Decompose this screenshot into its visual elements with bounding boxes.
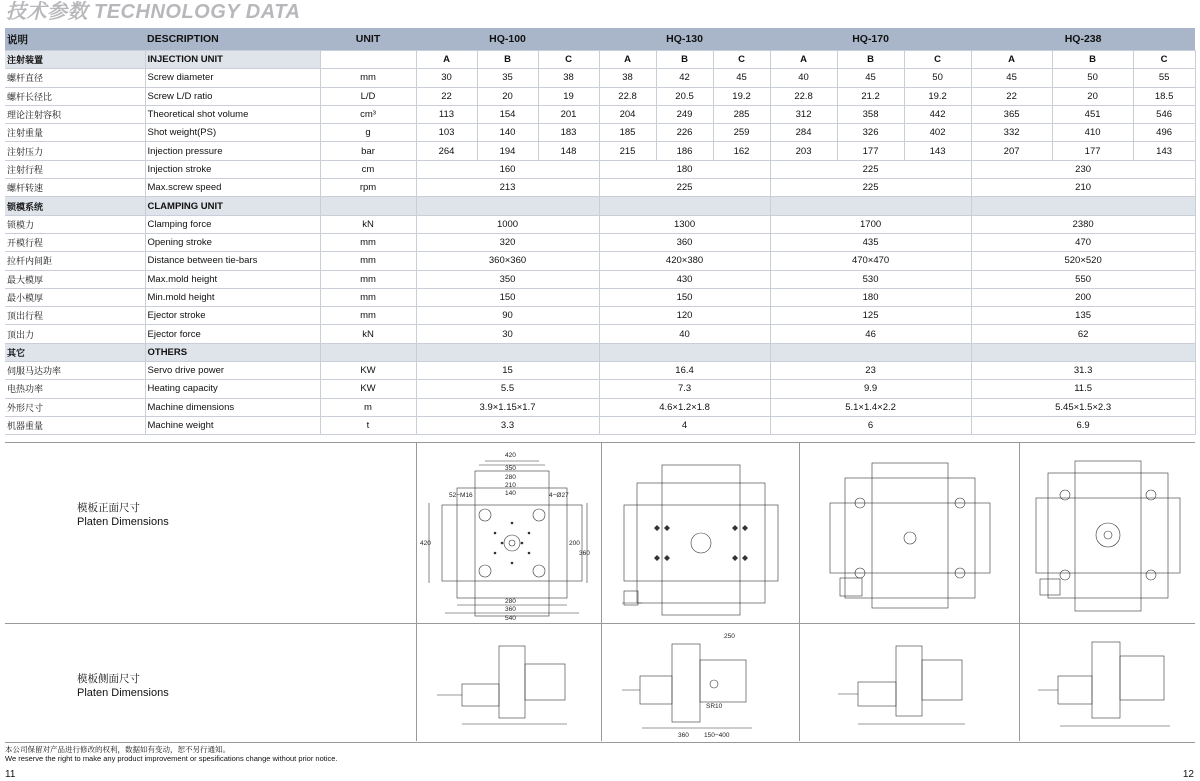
injection-row	[5, 142, 1195, 160]
injection-row	[5, 69, 1195, 87]
value-cell: 326	[837, 124, 904, 142]
header-description: DESCRIPTION	[145, 28, 320, 51]
value-cell: 46	[770, 325, 971, 343]
value-cell: 402	[904, 124, 971, 142]
header-model: HQ-130	[599, 28, 770, 51]
section-blank	[971, 197, 1195, 215]
value-cell: 3.9×1.15×1.7	[416, 398, 599, 416]
row-cn: 最小模厚	[5, 288, 145, 306]
value-cell: 210	[971, 179, 1195, 197]
value-cell: 143	[1133, 142, 1195, 160]
value-cell: 435	[770, 233, 971, 251]
sub-column-label: B	[477, 51, 538, 69]
value-cell: 42	[656, 69, 713, 87]
value-cell: 360×360	[416, 252, 599, 270]
dim-420: 420	[505, 452, 516, 459]
header-unit: UNIT	[320, 28, 416, 51]
section-blank	[599, 197, 770, 215]
side-label-en: Platen Dimensions	[77, 687, 169, 699]
value-cell: 162	[713, 142, 770, 160]
value-cell: 143	[904, 142, 971, 160]
row-description: Machine weight	[145, 416, 320, 434]
value-cell: 4.6×1.2×1.8	[599, 398, 770, 416]
value-cell: 50	[904, 69, 971, 87]
value-cell: 62	[971, 325, 1195, 343]
page-number-right: 12	[1182, 769, 1194, 780]
value-cell: 30	[416, 325, 599, 343]
section-blank	[320, 197, 416, 215]
clamping-row	[5, 325, 1195, 343]
value-cell: 360	[599, 233, 770, 251]
sub-column-label: B	[837, 51, 904, 69]
section-blank	[770, 343, 971, 361]
dim-250: 250	[724, 633, 735, 640]
row-cn: 锁模力	[5, 215, 145, 233]
row-cn: 拉杆内间距	[5, 252, 145, 270]
value-cell: 1000	[416, 215, 599, 233]
front-label-en: Platen Dimensions	[77, 516, 169, 528]
row-unit: kN	[320, 215, 416, 233]
value-cell: 40	[599, 325, 770, 343]
value-cell: 442	[904, 105, 971, 123]
value-cell: 200	[971, 288, 1195, 306]
row-cn: 螺杆直径	[5, 69, 145, 87]
value-cell: 215	[599, 142, 656, 160]
footer-notice-cn: 本公司保留对产品进行修改的权利，数据如有变动，恕不另行通知。	[5, 745, 230, 754]
row-description: Clamping force	[145, 215, 320, 233]
value-cell: 20.5	[656, 87, 713, 105]
row-unit: cm	[320, 160, 416, 178]
row-unit: L/D	[320, 87, 416, 105]
row-cn: 顶出行程	[5, 307, 145, 325]
row-description: Max.mold height	[145, 270, 320, 288]
title-cn: 技术参数	[6, 0, 88, 23]
value-cell: 470×470	[770, 252, 971, 270]
hq170-front-drawing	[799, 443, 1020, 623]
value-cell: 226	[656, 124, 713, 142]
injection-row	[5, 179, 1195, 197]
value-cell: 22.8	[770, 87, 837, 105]
value-cell: 6.9	[971, 416, 1195, 434]
row-cn: 伺服马达功率	[5, 362, 145, 380]
sub-column-label: C	[1133, 51, 1195, 69]
injection-row	[5, 105, 1195, 123]
value-cell: 6	[770, 416, 971, 434]
section-blank	[320, 343, 416, 361]
sub-column-label: C	[904, 51, 971, 69]
value-cell: 15	[416, 362, 599, 380]
value-cell: 22.8	[599, 87, 656, 105]
dim-360: 360	[678, 732, 689, 739]
value-cell: 103	[416, 124, 477, 142]
section-blank	[599, 343, 770, 361]
spec-table	[5, 28, 1196, 435]
footer-notice-en: We reserve the right to make any product improvement or spesifications change without prior notice.	[5, 754, 338, 763]
section-cn: 注射装置	[5, 51, 145, 69]
row-cn: 注射行程	[5, 160, 145, 178]
row-unit: t	[320, 416, 416, 434]
value-cell: 16.4	[599, 362, 770, 380]
title-en: TECHNOLOGY DATA	[94, 1, 301, 23]
value-cell: 120	[599, 307, 770, 325]
row-description: Servo drive power	[145, 362, 320, 380]
value-cell: 204	[599, 105, 656, 123]
row-unit: mm	[320, 252, 416, 270]
hq100-front-drawing	[416, 443, 602, 623]
row-cn: 螺杆长径比	[5, 87, 145, 105]
value-cell: 125	[770, 307, 971, 325]
value-cell: 350	[416, 270, 599, 288]
value-cell: 520×520	[971, 252, 1195, 270]
side-diagram-row	[5, 624, 1195, 741]
value-cell: 150	[416, 288, 599, 306]
value-cell: 9.9	[770, 380, 971, 398]
row-unit: cm³	[320, 105, 416, 123]
value-cell: 285	[713, 105, 770, 123]
value-cell: 312	[770, 105, 837, 123]
value-cell: 225	[770, 160, 971, 178]
value-cell: 7.3	[599, 380, 770, 398]
dim-150-400: 150−400	[704, 732, 730, 739]
section-title: CLAMPING UNIT	[145, 197, 320, 215]
hq238-side-drawing	[1019, 624, 1196, 741]
front-label	[77, 501, 169, 529]
front-label-cn: 模板正面尺寸	[77, 502, 140, 514]
value-cell: 45	[837, 69, 904, 87]
value-cell: 3.3	[416, 416, 599, 434]
value-cell: 22	[971, 87, 1052, 105]
side-label-cn: 模板侧面尺寸	[77, 673, 140, 685]
value-cell: 19.2	[713, 87, 770, 105]
value-cell: 150	[599, 288, 770, 306]
value-cell: 203	[770, 142, 837, 160]
section-cn: 其它	[5, 343, 145, 361]
side-label	[77, 672, 169, 700]
value-cell: 496	[1133, 124, 1195, 142]
row-description: Min.mold height	[145, 288, 320, 306]
hq130-front-drawing	[601, 443, 800, 623]
row-unit: kN	[320, 325, 416, 343]
value-cell: 20	[1052, 87, 1133, 105]
section-blank	[416, 197, 599, 215]
row-cn: 外形尺寸	[5, 398, 145, 416]
dim-b360: 360	[505, 606, 516, 613]
row-description: Heating capacity	[145, 380, 320, 398]
row-unit: mm	[320, 69, 416, 87]
section-title: INJECTION UNIT	[145, 51, 320, 69]
value-cell: 23	[770, 362, 971, 380]
value-cell: 5.1×1.4×2.2	[770, 398, 971, 416]
hq100-side-drawing	[416, 624, 602, 741]
injection-row	[5, 87, 1195, 105]
dim-280: 280	[505, 474, 516, 481]
clamping-row	[5, 252, 1195, 270]
value-cell: 332	[971, 124, 1052, 142]
clamping-row	[5, 288, 1195, 306]
row-cn: 开模行程	[5, 233, 145, 251]
row-description: Theoretical shot volume	[145, 105, 320, 123]
sub-column-label: B	[1052, 51, 1133, 69]
sub-column-label: B	[656, 51, 713, 69]
section-blank	[416, 343, 599, 361]
value-cell: 154	[477, 105, 538, 123]
value-cell: 358	[837, 105, 904, 123]
value-cell: 4	[599, 416, 770, 434]
value-cell: 264	[416, 142, 477, 160]
value-cell: 90	[416, 307, 599, 325]
hq238-front-drawing	[1019, 443, 1196, 623]
row-description: Injection stroke	[145, 160, 320, 178]
value-cell: 50	[1052, 69, 1133, 87]
value-cell: 430	[599, 270, 770, 288]
others-row	[5, 362, 1195, 380]
hq130-side-drawing	[601, 624, 800, 741]
section-blank	[320, 51, 416, 69]
value-cell: 38	[538, 69, 599, 87]
hq170-side-drawing	[799, 624, 1020, 741]
dim-210: 210	[505, 482, 516, 489]
row-cn: 注射压力	[5, 142, 145, 160]
row-description: Shot weight(PS)	[145, 124, 320, 142]
value-cell: 186	[656, 142, 713, 160]
dim-4-27: 4−Ø27	[549, 492, 569, 499]
value-cell: 259	[713, 124, 770, 142]
clamping-row	[5, 233, 1195, 251]
value-cell: 365	[971, 105, 1052, 123]
row-cn: 最大模厚	[5, 270, 145, 288]
value-cell: 230	[971, 160, 1195, 178]
dim-sr10: SR10	[706, 703, 723, 710]
row-unit: mm	[320, 307, 416, 325]
row-description: Machine dimensions	[145, 398, 320, 416]
value-cell: 38	[599, 69, 656, 87]
injection-row	[5, 160, 1195, 178]
row-cn: 注射重量	[5, 124, 145, 142]
value-cell: 1300	[599, 215, 770, 233]
value-cell: 2380	[971, 215, 1195, 233]
value-cell: 320	[416, 233, 599, 251]
value-cell: 55	[1133, 69, 1195, 87]
row-unit: rpm	[320, 179, 416, 197]
value-cell: 31.3	[971, 362, 1195, 380]
dim-v200: 200	[569, 540, 580, 547]
row-unit: mm	[320, 288, 416, 306]
value-cell: 177	[1052, 142, 1133, 160]
value-cell: 30	[416, 69, 477, 87]
row-cn: 电热功率	[5, 380, 145, 398]
dim-v360: 360	[579, 550, 590, 557]
value-cell: 19	[538, 87, 599, 105]
row-description: Ejector stroke	[145, 307, 320, 325]
value-cell: 45	[971, 69, 1052, 87]
value-cell: 40	[770, 69, 837, 87]
value-cell: 140	[477, 124, 538, 142]
value-cell: 22	[416, 87, 477, 105]
sub-column-label: C	[713, 51, 770, 69]
clamping-row	[5, 270, 1195, 288]
value-cell: 249	[656, 105, 713, 123]
value-cell: 21.2	[837, 87, 904, 105]
sub-column-label: C	[538, 51, 599, 69]
row-unit: g	[320, 124, 416, 142]
value-cell: 546	[1133, 105, 1195, 123]
value-cell: 113	[416, 105, 477, 123]
sub-column-label: A	[416, 51, 477, 69]
row-unit: mm	[320, 233, 416, 251]
row-description: Injection pressure	[145, 142, 320, 160]
front-diagram-row	[5, 443, 1195, 624]
value-cell: 213	[416, 179, 599, 197]
clamping-row	[5, 215, 1195, 233]
row-cn: 理论注射容积	[5, 105, 145, 123]
section-row-others	[5, 343, 1195, 361]
header-model: HQ-238	[971, 28, 1195, 51]
value-cell: 284	[770, 124, 837, 142]
section-row-injection	[5, 51, 1195, 69]
value-cell: 160	[416, 160, 599, 178]
platen-diagrams	[5, 442, 1195, 743]
section-blank	[971, 343, 1195, 361]
row-description: Opening stroke	[145, 233, 320, 251]
header-model: HQ-170	[770, 28, 971, 51]
dim-b540: 540	[505, 615, 516, 622]
row-description: Screw diameter	[145, 69, 320, 87]
row-description: Distance between tie-bars	[145, 252, 320, 270]
section-blank	[770, 197, 971, 215]
dim-b280: 280	[505, 598, 516, 605]
dim-52-m16: 52−M16	[449, 492, 473, 499]
value-cell: 470	[971, 233, 1195, 251]
value-cell: 201	[538, 105, 599, 123]
page-title	[6, 0, 300, 22]
value-cell: 225	[599, 179, 770, 197]
value-cell: 35	[477, 69, 538, 87]
others-row	[5, 416, 1195, 434]
value-cell: 177	[837, 142, 904, 160]
section-title: OTHERS	[145, 343, 320, 361]
value-cell: 420×380	[599, 252, 770, 270]
value-cell: 410	[1052, 124, 1133, 142]
header-row	[5, 28, 1195, 51]
value-cell: 180	[770, 288, 971, 306]
dim-v420: 420	[420, 540, 431, 547]
clamping-row	[5, 307, 1195, 325]
row-description: Max.screw speed	[145, 179, 320, 197]
value-cell: 20	[477, 87, 538, 105]
value-cell: 5.5	[416, 380, 599, 398]
value-cell: 45	[713, 69, 770, 87]
header-cn: 说明	[5, 28, 145, 51]
value-cell: 180	[599, 160, 770, 178]
row-unit: bar	[320, 142, 416, 160]
value-cell: 225	[770, 179, 971, 197]
row-cn: 螺杆转速	[5, 179, 145, 197]
sub-column-label: A	[770, 51, 837, 69]
value-cell: 550	[971, 270, 1195, 288]
sub-column-label: A	[971, 51, 1052, 69]
others-row	[5, 398, 1195, 416]
dim-350: 350	[505, 465, 516, 472]
value-cell: 207	[971, 142, 1052, 160]
row-unit: KW	[320, 380, 416, 398]
value-cell: 183	[538, 124, 599, 142]
row-cn: 机器重量	[5, 416, 145, 434]
value-cell: 5.45×1.5×2.3	[971, 398, 1195, 416]
value-cell: 11.5	[971, 380, 1195, 398]
page-number-left: 11	[5, 769, 16, 780]
value-cell: 530	[770, 270, 971, 288]
value-cell: 185	[599, 124, 656, 142]
row-description: Screw L/D ratio	[145, 87, 320, 105]
row-unit: KW	[320, 362, 416, 380]
value-cell: 1700	[770, 215, 971, 233]
dim-140: 140	[505, 490, 516, 497]
row-description: Ejector force	[145, 325, 320, 343]
section-row-clamping	[5, 197, 1195, 215]
others-row	[5, 380, 1195, 398]
header-model: HQ-100	[416, 28, 599, 51]
value-cell: 451	[1052, 105, 1133, 123]
value-cell: 148	[538, 142, 599, 160]
value-cell: 19.2	[904, 87, 971, 105]
injection-row	[5, 124, 1195, 142]
section-cn: 锁模系统	[5, 197, 145, 215]
row-unit: m	[320, 398, 416, 416]
value-cell: 194	[477, 142, 538, 160]
row-unit: mm	[320, 270, 416, 288]
sub-column-label: A	[599, 51, 656, 69]
value-cell: 135	[971, 307, 1195, 325]
row-cn: 顶出力	[5, 325, 145, 343]
value-cell: 18.5	[1133, 87, 1195, 105]
